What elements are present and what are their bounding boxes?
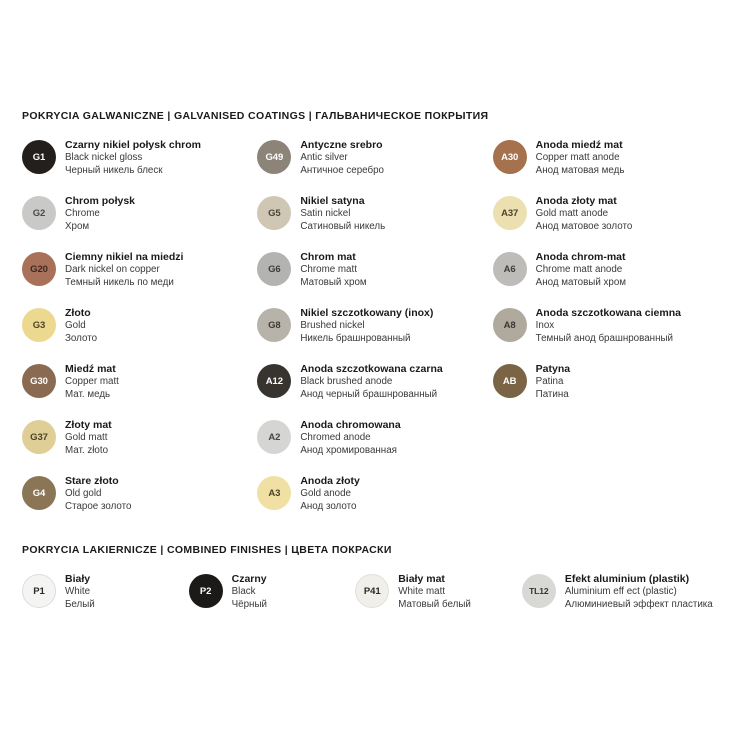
coating-name-ru: Темный никель по меди — [65, 276, 174, 288]
coating-entry[interactable] — [22, 306, 257, 362]
coating-text — [565, 572, 713, 612]
coating-name-pl: Czarny — [231, 573, 267, 585]
coating-text — [536, 250, 626, 290]
coating-name-ru: Сатиновый никель — [300, 220, 386, 232]
coating-text — [300, 362, 442, 402]
coating-name-ru: Анод матовая медь — [535, 164, 625, 176]
coating-name-en: Black brushed anode — [300, 376, 393, 388]
swatch-g20: G20 — [22, 252, 56, 286]
coating-name-en: Copper matt — [65, 376, 119, 388]
swatch-a37: A37 — [493, 196, 527, 230]
coating-name-en: Antic silver — [300, 152, 348, 164]
coating-name-pl: Efekt aluminium (plastik) — [564, 573, 690, 585]
coating-entry[interactable] — [22, 362, 257, 418]
coating-name-ru: Золото — [65, 332, 98, 344]
coating-name-pl: Anoda złoty — [300, 475, 360, 487]
swatch-g4: G4 — [22, 476, 56, 510]
coating-name-pl: Biały — [65, 573, 91, 585]
coating-text — [536, 306, 681, 346]
coating-name-en: Brushed nickel — [300, 320, 365, 332]
coating-name-pl: Antyczne srebro — [300, 139, 383, 151]
coating-text — [65, 138, 201, 178]
coating-name-ru: Анод хромированная — [300, 444, 397, 456]
coating-name-ru: Анод золото — [300, 500, 357, 512]
coating-text — [300, 418, 400, 458]
coating-name-ru: Темный анод брашнрованный — [535, 332, 674, 344]
coating-name-en: Chromed anode — [300, 432, 371, 444]
coating-name-pl: Czarny nikiel połysk chrom — [65, 139, 201, 151]
coating-name-en: Chrome — [65, 208, 100, 220]
coating-name-en: Chrome matt — [300, 264, 357, 276]
coating-text — [398, 572, 471, 612]
swatch-g3: G3 — [22, 308, 56, 342]
coating-entry[interactable] — [22, 138, 257, 194]
coating-entry[interactable] — [22, 474, 257, 530]
coating-entry[interactable] — [493, 250, 728, 306]
coating-name-ru: Черный никель блеск — [65, 164, 163, 176]
coating-text — [536, 194, 633, 234]
coating-name-en: White — [65, 586, 91, 598]
swatch-a6: A6 — [493, 252, 527, 286]
coating-name-pl: Patyna — [535, 363, 571, 375]
coating-name-pl: Ciemny nikiel na miedzi — [65, 251, 184, 263]
coating-name-pl: Anoda chrom-mat — [535, 251, 626, 263]
coating-entry[interactable] — [22, 250, 257, 306]
coating-entry[interactable] — [189, 572, 356, 628]
coating-text — [300, 194, 385, 234]
section-title-combined: POKRYCIA LAKIERNICZE | COMBINED FINISHES | ЦВЕТА ПОКРАСКИ — [22, 544, 392, 556]
coating-entry[interactable] — [493, 362, 728, 418]
coating-entry[interactable] — [522, 572, 728, 628]
coating-name-ru: Матовый хром — [300, 276, 367, 288]
combined-column-4 — [522, 572, 728, 628]
combined-finishes-section — [22, 544, 728, 628]
swatch-p1: P1 — [22, 574, 56, 608]
coating-name-pl: Anoda szczotkowana ciemna — [535, 307, 681, 319]
coating-name-en: Gold — [65, 320, 86, 332]
coating-name-en: Aluminium eff ect (plastic) — [564, 586, 677, 598]
coating-name-pl: Anoda miedź mat — [535, 139, 623, 151]
combined-column-2 — [189, 572, 356, 628]
swatch-g1: G1 — [22, 140, 56, 174]
coating-name-en: Inox — [535, 320, 555, 332]
coating-name-en: Dark nickel on copper — [65, 264, 160, 276]
coating-name-pl: Anoda chromowana — [300, 419, 401, 431]
coating-name-ru: Мат. złoto — [65, 444, 109, 456]
coating-text — [536, 362, 570, 402]
coating-name-pl: Anoda złoty mat — [535, 195, 617, 207]
coating-name-en: Patina — [535, 376, 564, 388]
swatch-a30: A30 — [493, 140, 527, 174]
coating-name-en: Chrome matt anode — [535, 264, 623, 276]
coating-text — [300, 474, 360, 514]
swatch-a8: A8 — [493, 308, 527, 342]
coating-name-ru: Анод матовый хром — [535, 276, 627, 288]
coating-name-pl: Chrom połysk — [65, 195, 136, 207]
galvanised-column-3 — [493, 138, 728, 530]
combined-grid — [22, 572, 728, 628]
combined-column-3 — [355, 572, 522, 628]
coating-name-pl: Nikiel satyna — [300, 195, 365, 207]
coating-name-pl: Biały mat — [398, 573, 445, 585]
swatch-p2: P2 — [189, 574, 223, 608]
coating-text — [65, 250, 183, 290]
coating-text — [65, 418, 112, 458]
coating-name-pl: Stare złoto — [65, 475, 119, 487]
coating-name-ru: Никель брашнрованный — [300, 332, 411, 344]
swatch-ab: AB — [493, 364, 527, 398]
coating-name-ru: Анод черный брашнрованный — [300, 388, 438, 400]
swatch-g30: G30 — [22, 364, 56, 398]
coating-name-ru: Старое золото — [65, 500, 132, 512]
coating-entry[interactable] — [257, 362, 492, 418]
swatch-g49: G49 — [257, 140, 291, 174]
coating-entry[interactable] — [257, 250, 492, 306]
coating-name-ru: Анод матовое золото — [535, 220, 633, 232]
swatch-g37: G37 — [22, 420, 56, 454]
coating-text — [300, 250, 366, 290]
coating-entry[interactable] — [493, 194, 728, 250]
coating-entry[interactable] — [22, 194, 257, 250]
coating-text — [65, 362, 119, 402]
swatch-g6: G6 — [257, 252, 291, 286]
coating-name-pl: Złoty mat — [65, 419, 112, 431]
coating-text — [65, 194, 135, 234]
coating-name-ru: Матовый белый — [398, 598, 471, 610]
coating-text — [300, 306, 433, 346]
coating-name-pl: Chrom mat — [300, 251, 356, 263]
galvanised-column-1 — [22, 138, 257, 530]
swatch-a3: A3 — [257, 476, 291, 510]
coating-name-ru: Алюминиевый эффект пластика — [564, 598, 713, 610]
swatch-g8: G8 — [257, 308, 291, 342]
coating-entry[interactable] — [22, 418, 257, 474]
coating-name-pl: Złoto — [65, 307, 91, 319]
coating-name-ru: Мат. медь — [65, 388, 111, 400]
coating-name-pl: Anoda szczotkowana czarna — [300, 363, 443, 375]
coating-text — [65, 306, 97, 346]
coating-name-ru: Чёрный — [231, 598, 267, 610]
coating-entry[interactable] — [355, 572, 522, 628]
coating-text — [536, 138, 625, 178]
swatch-p41: P41 — [355, 574, 389, 608]
coating-entry[interactable] — [493, 306, 728, 362]
coating-entry[interactable] — [22, 572, 189, 628]
coating-name-ru: Патина — [535, 388, 569, 400]
swatch-g5: G5 — [257, 196, 291, 230]
coating-entry[interactable] — [257, 194, 492, 250]
galvanised-column-2 — [257, 138, 492, 530]
coating-text — [232, 572, 267, 612]
coating-name-en: Old gold — [65, 488, 102, 500]
coating-text — [65, 474, 131, 514]
section-title-galvanised: POKRYCIA GALWANICZNE | GALVANISED COATINGS | ГАЛЬВАНИЧЕСКОЕ ПОКРЫТИЯ — [22, 110, 489, 122]
coating-name-pl: Nikiel szczotkowany (inox) — [300, 307, 434, 319]
combined-column-1 — [22, 572, 189, 628]
coating-name-en: White matt — [398, 586, 446, 598]
coating-name-pl: Miedź mat — [65, 363, 116, 375]
coating-entry[interactable] — [257, 474, 492, 530]
coating-entry[interactable] — [257, 138, 492, 194]
swatch-a2: A2 — [257, 420, 291, 454]
coating-name-ru: Хром — [65, 220, 90, 232]
coating-name-en: Gold anode — [300, 488, 351, 500]
swatch-a12: A12 — [257, 364, 291, 398]
coating-name-ru: Античное серебро — [300, 164, 385, 176]
coating-name-en: Black nickel gloss — [65, 152, 143, 164]
coating-name-en: Copper matt anode — [535, 152, 620, 164]
swatch-g2: G2 — [22, 196, 56, 230]
coating-entry[interactable] — [257, 418, 492, 474]
coating-name-en: Black — [231, 586, 256, 598]
coating-text — [300, 138, 384, 178]
coating-name-en: Gold matt anode — [535, 208, 609, 220]
coating-entry[interactable] — [257, 306, 492, 362]
galvanised-grid — [22, 138, 728, 530]
coating-name-ru: Белый — [65, 598, 95, 610]
swatch-tl12: TL12 — [522, 574, 556, 608]
coating-entry[interactable] — [493, 138, 728, 194]
coating-name-en: Gold matt — [65, 432, 108, 444]
coating-name-en: Satin nickel — [300, 208, 351, 220]
coating-text — [65, 572, 95, 612]
